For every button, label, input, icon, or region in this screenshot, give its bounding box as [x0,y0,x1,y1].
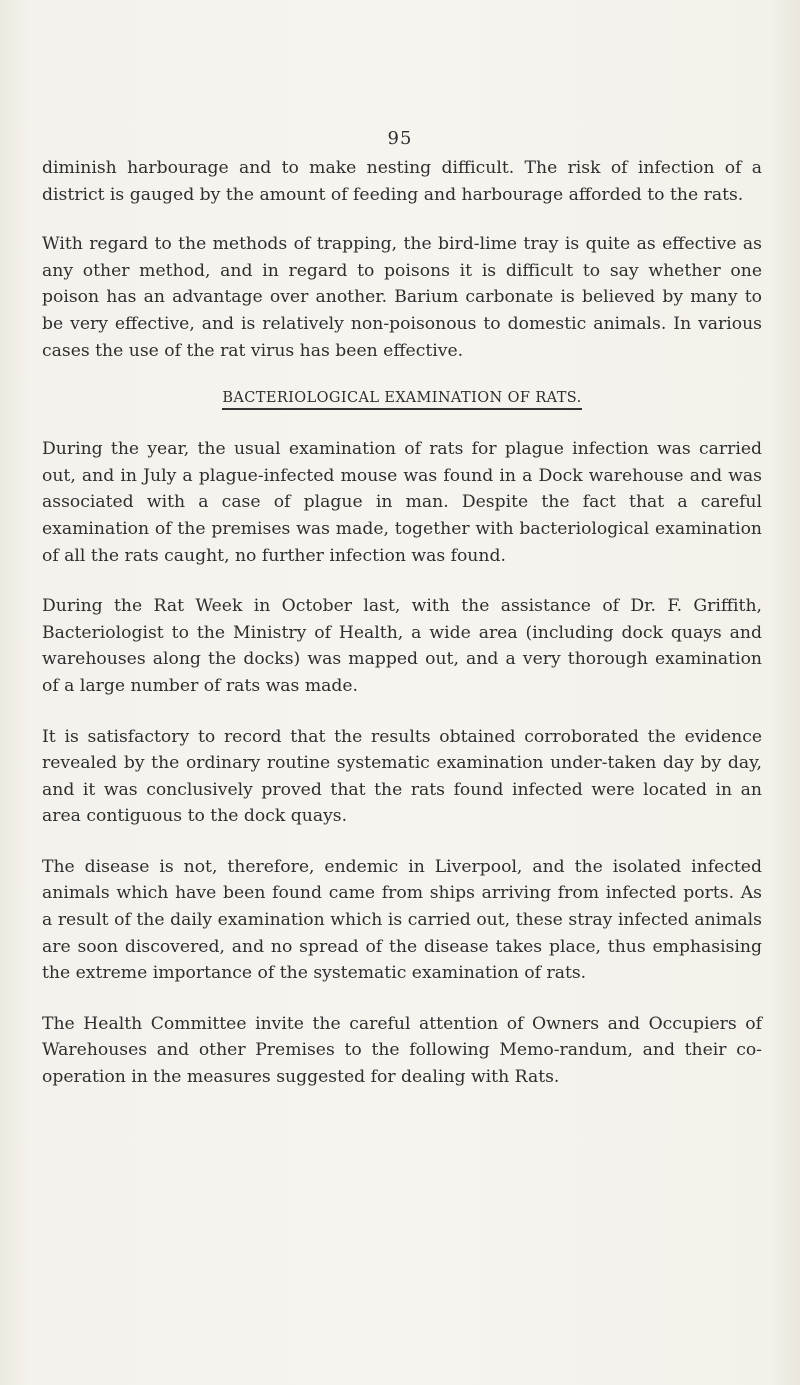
section-heading [42,388,762,410]
paragraph-health-committee: The Health Committee invite the careful attention of Owners and Occupiers of Warehouses and other Premises to the following Memo-randum, and their co-operation in the measures suggested for dealing with Rats. [42,1013,762,1088]
page-number: 95 [387,128,413,149]
page-body [42,155,762,1115]
paragraph-results: It is satisfactory to record that the results obtained corroborated the evidence revealed by the ordinary routine systematic examination under-taken day by day, and it was conclusively proved that the rats found infected were located in an area contiguous to the dock quays. [42,726,762,827]
paragraph-rat-week: During the Rat Week in October last, with the assistance of Dr. F. Griffith, Bacteriologist to the Ministry of Health, a wide area (including dock quays and warehouses along the docks) was mapped out, and a very thorough examination of a large number of rats was made. [42,596,762,696]
paragraph-harbourage: diminish harbourage and to make nesting difficult. The risk of infection of a district is gauged by the amount of feeding and harbourage afforded to the rats. [42,158,762,205]
section-heading-text: BACTERIOLOGICAL EXAMINATION OF RATS. [222,388,581,410]
paragraph-not-endemic: The disease is not, therefore, endemic in Liverpool, and the isolated infected animals which have been found came from ships arriving from infected ports. As a result of the daily examination which is carried out, these stray infected animals are soon discovered, and no spread of the disease takes place, thus emphasising the extreme importance of the systematic examination of rats. [42,856,762,984]
paragraph-plague-examination: During the year, the usual examination of rats for plague infection was carried out, and in July a plague-infected mouse was found in a Dock warehouse and was associated with a case of plague in man. Despite the fact that a careful examination of the premises was made, together with bacteriological examination of all the rats caught, no further infection was found. [42,439,762,566]
paragraph-trapping-methods: With regard to the methods of trapping, the bird-lime tray is quite as effective as any other method, and in regard to poisons it is difficult to say whether one poison has an advantage over another. Barium carbonate is believed by many to be very effective, and is relatively non-poisonous to domestic animals. In various cases the use of the rat virus has been effective. [42,234,762,361]
